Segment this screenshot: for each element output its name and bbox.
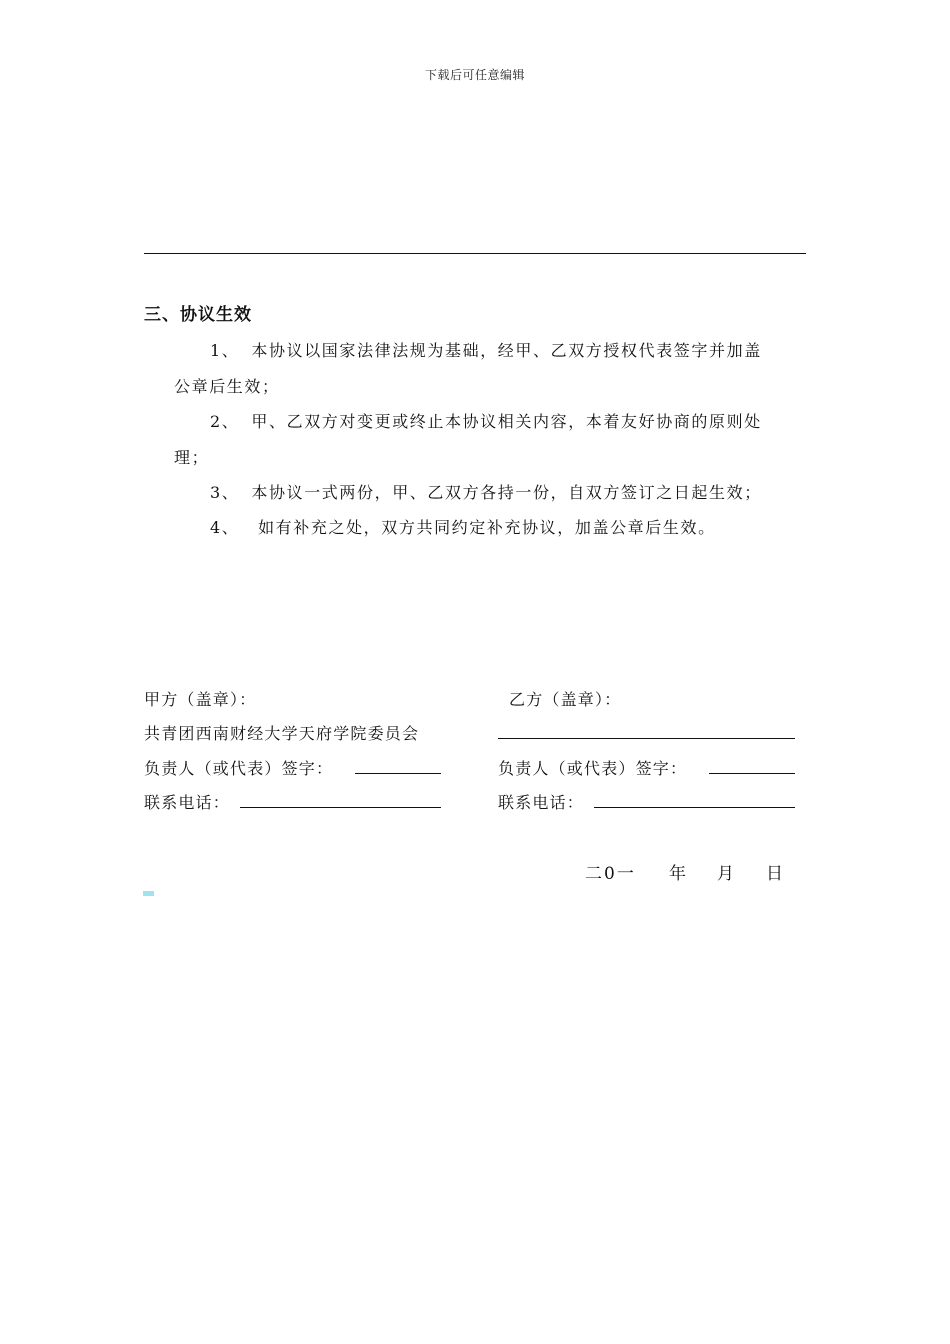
party-b-signer-blank[interactable]: [709, 773, 795, 774]
clause-1-line-2: 公章后生效；: [174, 377, 280, 396]
clause-1-line-1: [210, 338, 762, 361]
date-month-label: 月: [717, 864, 736, 884]
party-b-phone-label: 联系电话：: [498, 793, 585, 812]
clause-4-line-1: [210, 515, 716, 538]
party-a-seal-label: 甲方（盖章）：: [144, 690, 257, 709]
party-a-name: 共青团西南财经大学天府学院委员会: [144, 724, 420, 743]
party-b-name-blank[interactable]: [498, 738, 795, 739]
clause-2-line-1: [210, 409, 762, 432]
clause-1-number: 1、: [210, 341, 240, 360]
party-b-signer-label: 负责人（或代表）签字：: [498, 759, 688, 778]
date-year-prefix: 二0一: [585, 864, 636, 884]
date-year-label: 年: [669, 864, 688, 884]
cursor-marker: [143, 891, 154, 896]
party-b-phone-blank[interactable]: [594, 807, 795, 808]
party-a-phone-blank[interactable]: [240, 807, 441, 808]
top-divider-line: [144, 253, 806, 254]
section-title: 三、协议生效: [144, 305, 252, 325]
clause-1-text-1: 本协议以国家法律法规为基础，经甲、乙双方授权代表签字并加盖: [251, 341, 762, 360]
clause-4-text-1: 如有补充之处，双方共同约定补充协议，加盖公章后生效。: [251, 518, 716, 537]
date-day-label: 日: [766, 864, 785, 884]
clause-2-number: 2、: [210, 412, 240, 431]
party-a-signer-label: 负责人（或代表）签字：: [144, 759, 334, 778]
clause-3-line-1: [210, 480, 762, 503]
clause-3-text-1: 本协议一式两份，甲、乙双方各持一份，自双方签订之日起生效；: [251, 483, 762, 502]
clause-4-number: 4、: [210, 518, 240, 537]
party-b-seal-label: 乙方（盖章）：: [509, 690, 622, 709]
party-a-phone-label: 联系电话：: [144, 793, 231, 812]
clause-2-line-2: 理；: [174, 448, 210, 467]
header-note: 下载后可任意编辑: [424, 68, 525, 82]
party-a-signer-blank[interactable]: [355, 773, 441, 774]
clause-2-text-1: 甲、乙双方对变更或终止本协议相关内容，本着友好协商的原则处: [251, 412, 762, 431]
clause-3-number: 3、: [210, 483, 240, 502]
